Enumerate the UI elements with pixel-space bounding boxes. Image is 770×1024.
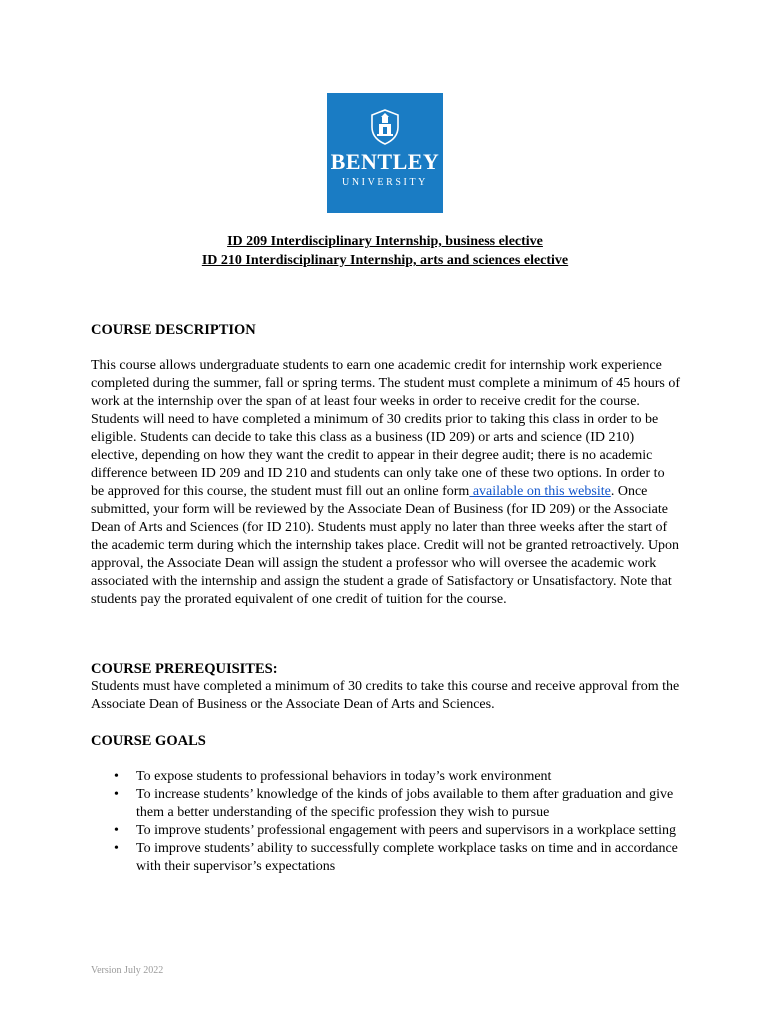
- bullet-icon: •: [114, 823, 119, 838]
- course-title-id209: ID 209 Interdisciplinary Internship, business elective: [227, 234, 543, 249]
- list-item: [91, 822, 691, 840]
- list-item: [91, 840, 691, 876]
- course-goals-heading: COURSE GOALS: [91, 733, 206, 749]
- logo-wordmark: BENTLEY: [330, 149, 440, 174]
- goal-text: To expose students to professional behaviors in today’s work environment: [136, 769, 552, 784]
- bentley-logo: [327, 93, 443, 213]
- bullet-icon: •: [114, 769, 119, 784]
- university-seal-icon: [370, 109, 400, 145]
- course-title-id210: ID 210 Interdisciplinary Internship, arts and sciences elective: [201, 253, 569, 268]
- goal-text: To improve students’ professional engagement with peers and supervisors in a workplace setting: [136, 823, 676, 838]
- bullet-icon: •: [114, 841, 119, 856]
- online-form-link[interactable]: available on this website: [469, 484, 611, 499]
- list-item: [91, 786, 691, 822]
- bullet-icon: •: [114, 787, 119, 802]
- description-text-part2: . Once submitted, your form will be reviewed by the Associate Dean of Business (for ID 209) or the Associate Dean of Arts and Sciences (for ID 210). Students must apply no later than three weeks after the start of the academic term during which the internship takes place. Credit will not be granted retroactively. Upon approval, the Associate Dean will assign the student a professor who will oversee the academic work associated with the internship and assign the student a grade of Satisfactory or Unsatisfactory. Note that students pay the prorated equivalent of one credit of tuition for the course.: [91, 484, 680, 607]
- list-item: [91, 768, 691, 786]
- goal-text: To improve students’ ability to successfully complete workplace tasks on time and in accordance with their supervisor’s expectations: [136, 841, 678, 874]
- course-description-heading: COURSE DESCRIPTION: [91, 322, 256, 338]
- goal-text: To increase students’ knowledge of the kinds of jobs available to them after graduation and give them a better understanding of the specific profession they wish to pursue: [136, 787, 674, 820]
- description-text-part1: This course allows undergraduate students to earn one academic credit for internship work experience completed during the summer, fall or spring terms. The student must complete a minimum of 45 hours of work at the internship over the span of at least four weeks in order to receive credit for the course. Students will need to have completed a minimum of 30 credits prior to taking this class in order to be eligible. Students can decide to take this class as a business (ID 209) or arts and science (ID 210) elective, depending on how they want the credit to appear in their degree audit; there is no academic difference between ID 209 and ID 210 and students can only take one of these two options. In order to be approved for this course, the student must fill out an online form: [91, 358, 681, 499]
- course-prerequisites-heading: COURSE PREREQUISITES:: [91, 661, 278, 677]
- logo-subtitle: UNIVERSITY: [342, 177, 428, 188]
- course-goals-list: [91, 768, 691, 876]
- version-footer: Version July 2022: [91, 965, 164, 976]
- course-prerequisites-text: Students must have completed a minimum of 30 credits to take this course and receive approval from the Associate Dean of Business or the Associate Dean of Arts and Sciences.: [91, 679, 680, 712]
- course-description-text: [91, 357, 681, 609]
- course-titles: [0, 232, 770, 270]
